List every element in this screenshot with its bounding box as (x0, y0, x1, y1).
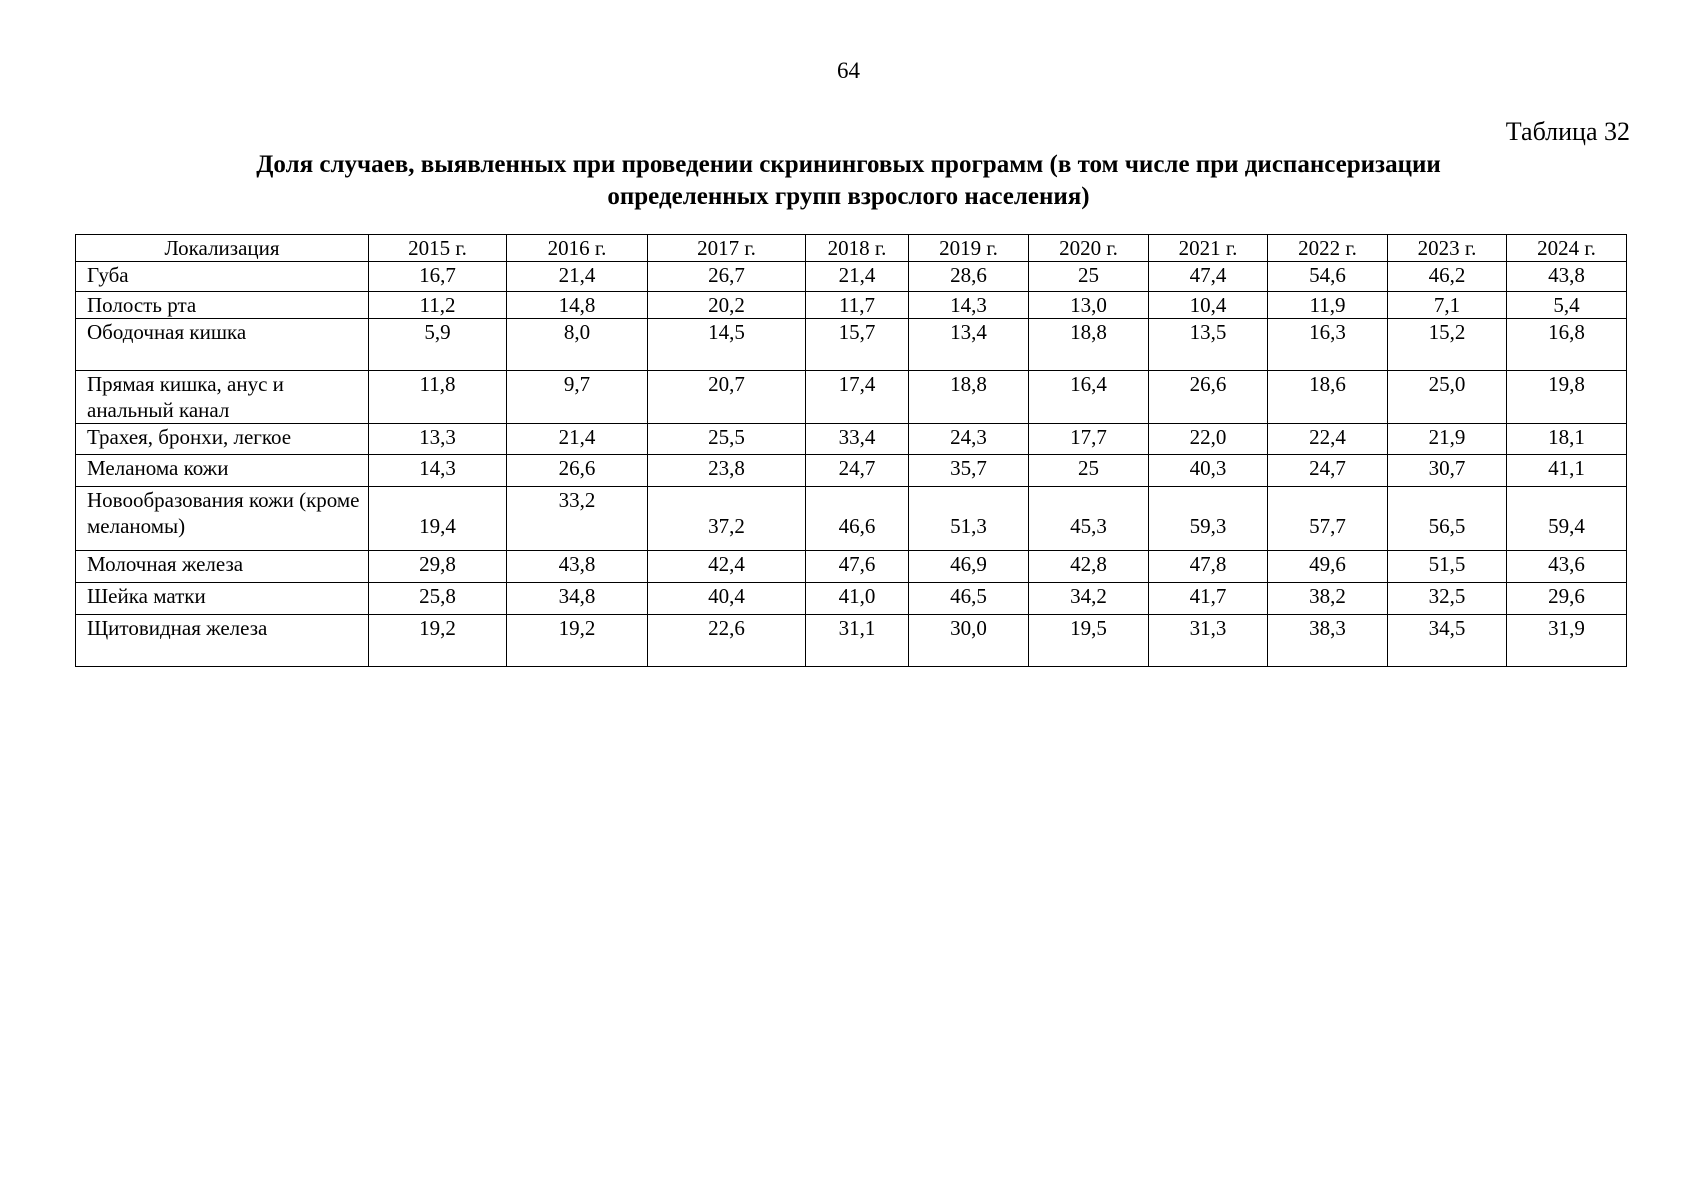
value-cell: 43,6 (1507, 551, 1627, 583)
table-title (0, 149, 1697, 213)
value-cell: 22,6 (648, 615, 806, 667)
value-cell: 38,2 (1268, 583, 1388, 615)
header-cell-localization: Локализация (76, 235, 369, 262)
value-cell: 47,6 (806, 551, 909, 583)
header-cell-year: 2017 г. (648, 235, 806, 262)
page-number: 64 (837, 58, 860, 83)
value-cell: 25 (1029, 262, 1149, 292)
value-cell: 34,5 (1388, 615, 1507, 667)
value-cell: 41,1 (1507, 455, 1627, 487)
value-cell: 19,5 (1029, 615, 1149, 667)
table-row (76, 487, 1627, 551)
value-cell: 25,5 (648, 424, 806, 455)
value-cell: 7,1 (1388, 292, 1507, 319)
row-label: Меланома кожи (76, 455, 369, 487)
header-cell-year: 2024 г. (1507, 235, 1627, 262)
value-cell: 42,8 (1029, 551, 1149, 583)
value-cell: 56,5 (1388, 487, 1507, 551)
header-cell-year: 2021 г. (1149, 235, 1268, 262)
value-cell: 20,2 (648, 292, 806, 319)
table-row (76, 615, 1627, 667)
header-cell-year: 2018 г. (806, 235, 909, 262)
value-cell: 13,5 (1149, 319, 1268, 371)
row-label: Прямая кишка, анус и анальный канал (76, 371, 369, 424)
value-cell: 20,7 (648, 371, 806, 424)
header-cell-year: 2019 г. (909, 235, 1029, 262)
header-cell-year: 2016 г. (507, 235, 648, 262)
row-label: Губа (76, 262, 369, 292)
table-row (76, 583, 1627, 615)
title-line: определенных групп взрослого населения) (607, 183, 1090, 210)
table-row (76, 262, 1627, 292)
value-cell: 40,3 (1149, 455, 1268, 487)
value-cell: 19,2 (369, 615, 507, 667)
value-cell: 18,1 (1507, 424, 1627, 455)
row-label: Полость рта (76, 292, 369, 319)
value-cell: 10,4 (1149, 292, 1268, 319)
value-cell: 30,7 (1388, 455, 1507, 487)
value-cell: 15,7 (806, 319, 909, 371)
value-cell: 11,9 (1268, 292, 1388, 319)
value-cell: 28,6 (909, 262, 1029, 292)
value-cell: 31,9 (1507, 615, 1627, 667)
value-cell: 54,6 (1268, 262, 1388, 292)
header-cell-year: 2020 г. (1029, 235, 1149, 262)
title-line: Доля случаев, выявленных при проведении скрининговых программ (в том числе при диспансеризации (256, 151, 1441, 178)
value-cell: 46,5 (909, 583, 1029, 615)
value-cell: 40,4 (648, 583, 806, 615)
table-number: Таблица 32 (1505, 117, 1630, 146)
value-cell: 16,3 (1268, 319, 1388, 371)
value-cell: 57,7 (1268, 487, 1388, 551)
value-cell: 45,3 (1029, 487, 1149, 551)
value-cell: 16,4 (1029, 371, 1149, 424)
value-cell: 16,7 (369, 262, 507, 292)
screening-table (75, 234, 1627, 667)
value-cell: 21,4 (507, 424, 648, 455)
value-cell: 17,7 (1029, 424, 1149, 455)
row-label: Молочная железа (76, 551, 369, 583)
table-row (76, 455, 1627, 487)
header-cell-year: 2015 г. (369, 235, 507, 262)
value-cell: 35,7 (909, 455, 1029, 487)
value-cell: 43,8 (507, 551, 648, 583)
value-cell: 16,8 (1507, 319, 1627, 371)
value-cell: 33,2 (507, 487, 648, 551)
value-cell: 25 (1029, 455, 1149, 487)
value-cell: 47,4 (1149, 262, 1268, 292)
value-cell: 18,8 (909, 371, 1029, 424)
value-cell: 42,4 (648, 551, 806, 583)
value-cell: 26,6 (507, 455, 648, 487)
value-cell: 47,8 (1149, 551, 1268, 583)
row-label: Шейка матки (76, 583, 369, 615)
value-cell: 11,8 (369, 371, 507, 424)
value-cell: 11,7 (806, 292, 909, 319)
value-cell: 49,6 (1268, 551, 1388, 583)
value-cell: 21,4 (507, 262, 648, 292)
value-cell: 25,0 (1388, 371, 1507, 424)
value-cell: 32,5 (1388, 583, 1507, 615)
value-cell: 14,3 (369, 455, 507, 487)
value-cell: 14,8 (507, 292, 648, 319)
value-cell: 13,3 (369, 424, 507, 455)
value-cell: 19,8 (1507, 371, 1627, 424)
header-row (76, 235, 1627, 262)
value-cell: 34,2 (1029, 583, 1149, 615)
value-cell: 8,0 (507, 319, 648, 371)
value-cell: 11,2 (369, 292, 507, 319)
value-cell: 30,0 (909, 615, 1029, 667)
value-cell: 14,5 (648, 319, 806, 371)
value-cell: 38,3 (1268, 615, 1388, 667)
value-cell: 21,9 (1388, 424, 1507, 455)
value-cell: 9,7 (507, 371, 648, 424)
value-cell: 46,9 (909, 551, 1029, 583)
value-cell: 21,4 (806, 262, 909, 292)
value-cell: 19,2 (507, 615, 648, 667)
value-cell: 46,6 (806, 487, 909, 551)
row-label: Новообразования кожи (кроме меланомы) (76, 487, 369, 551)
value-cell: 34,8 (507, 583, 648, 615)
value-cell: 24,7 (806, 455, 909, 487)
table-row (76, 292, 1627, 319)
table-row (76, 424, 1627, 455)
table-row (76, 371, 1627, 424)
value-cell: 24,3 (909, 424, 1029, 455)
value-cell: 37,2 (648, 487, 806, 551)
value-cell: 15,2 (1388, 319, 1507, 371)
row-label: Щитовидная железа (76, 615, 369, 667)
value-cell: 18,8 (1029, 319, 1149, 371)
value-cell: 41,7 (1149, 583, 1268, 615)
value-cell: 41,0 (806, 583, 909, 615)
value-cell: 18,6 (1268, 371, 1388, 424)
table-row (76, 551, 1627, 583)
value-cell: 19,4 (369, 487, 507, 551)
value-cell: 43,8 (1507, 262, 1627, 292)
value-cell: 23,8 (648, 455, 806, 487)
value-cell: 46,2 (1388, 262, 1507, 292)
value-cell: 24,7 (1268, 455, 1388, 487)
value-cell: 22,0 (1149, 424, 1268, 455)
row-label: Ободочная кишка (76, 319, 369, 371)
value-cell: 51,3 (909, 487, 1029, 551)
value-cell: 5,9 (369, 319, 507, 371)
header-cell-year: 2022 г. (1268, 235, 1388, 262)
value-cell: 5,4 (1507, 292, 1627, 319)
value-cell: 51,5 (1388, 551, 1507, 583)
value-cell: 26,7 (648, 262, 806, 292)
value-cell: 22,4 (1268, 424, 1388, 455)
row-label: Трахея, бронхи, легкое (76, 424, 369, 455)
value-cell: 29,8 (369, 551, 507, 583)
value-cell: 29,6 (1507, 583, 1627, 615)
value-cell: 13,0 (1029, 292, 1149, 319)
value-cell: 17,4 (806, 371, 909, 424)
value-cell: 59,4 (1507, 487, 1627, 551)
value-cell: 26,6 (1149, 371, 1268, 424)
header-cell-year: 2023 г. (1388, 235, 1507, 262)
value-cell: 13,4 (909, 319, 1029, 371)
value-cell: 31,3 (1149, 615, 1268, 667)
value-cell: 31,1 (806, 615, 909, 667)
value-cell: 25,8 (369, 583, 507, 615)
value-cell: 59,3 (1149, 487, 1268, 551)
table-row (76, 319, 1627, 371)
value-cell: 33,4 (806, 424, 909, 455)
value-cell: 14,3 (909, 292, 1029, 319)
